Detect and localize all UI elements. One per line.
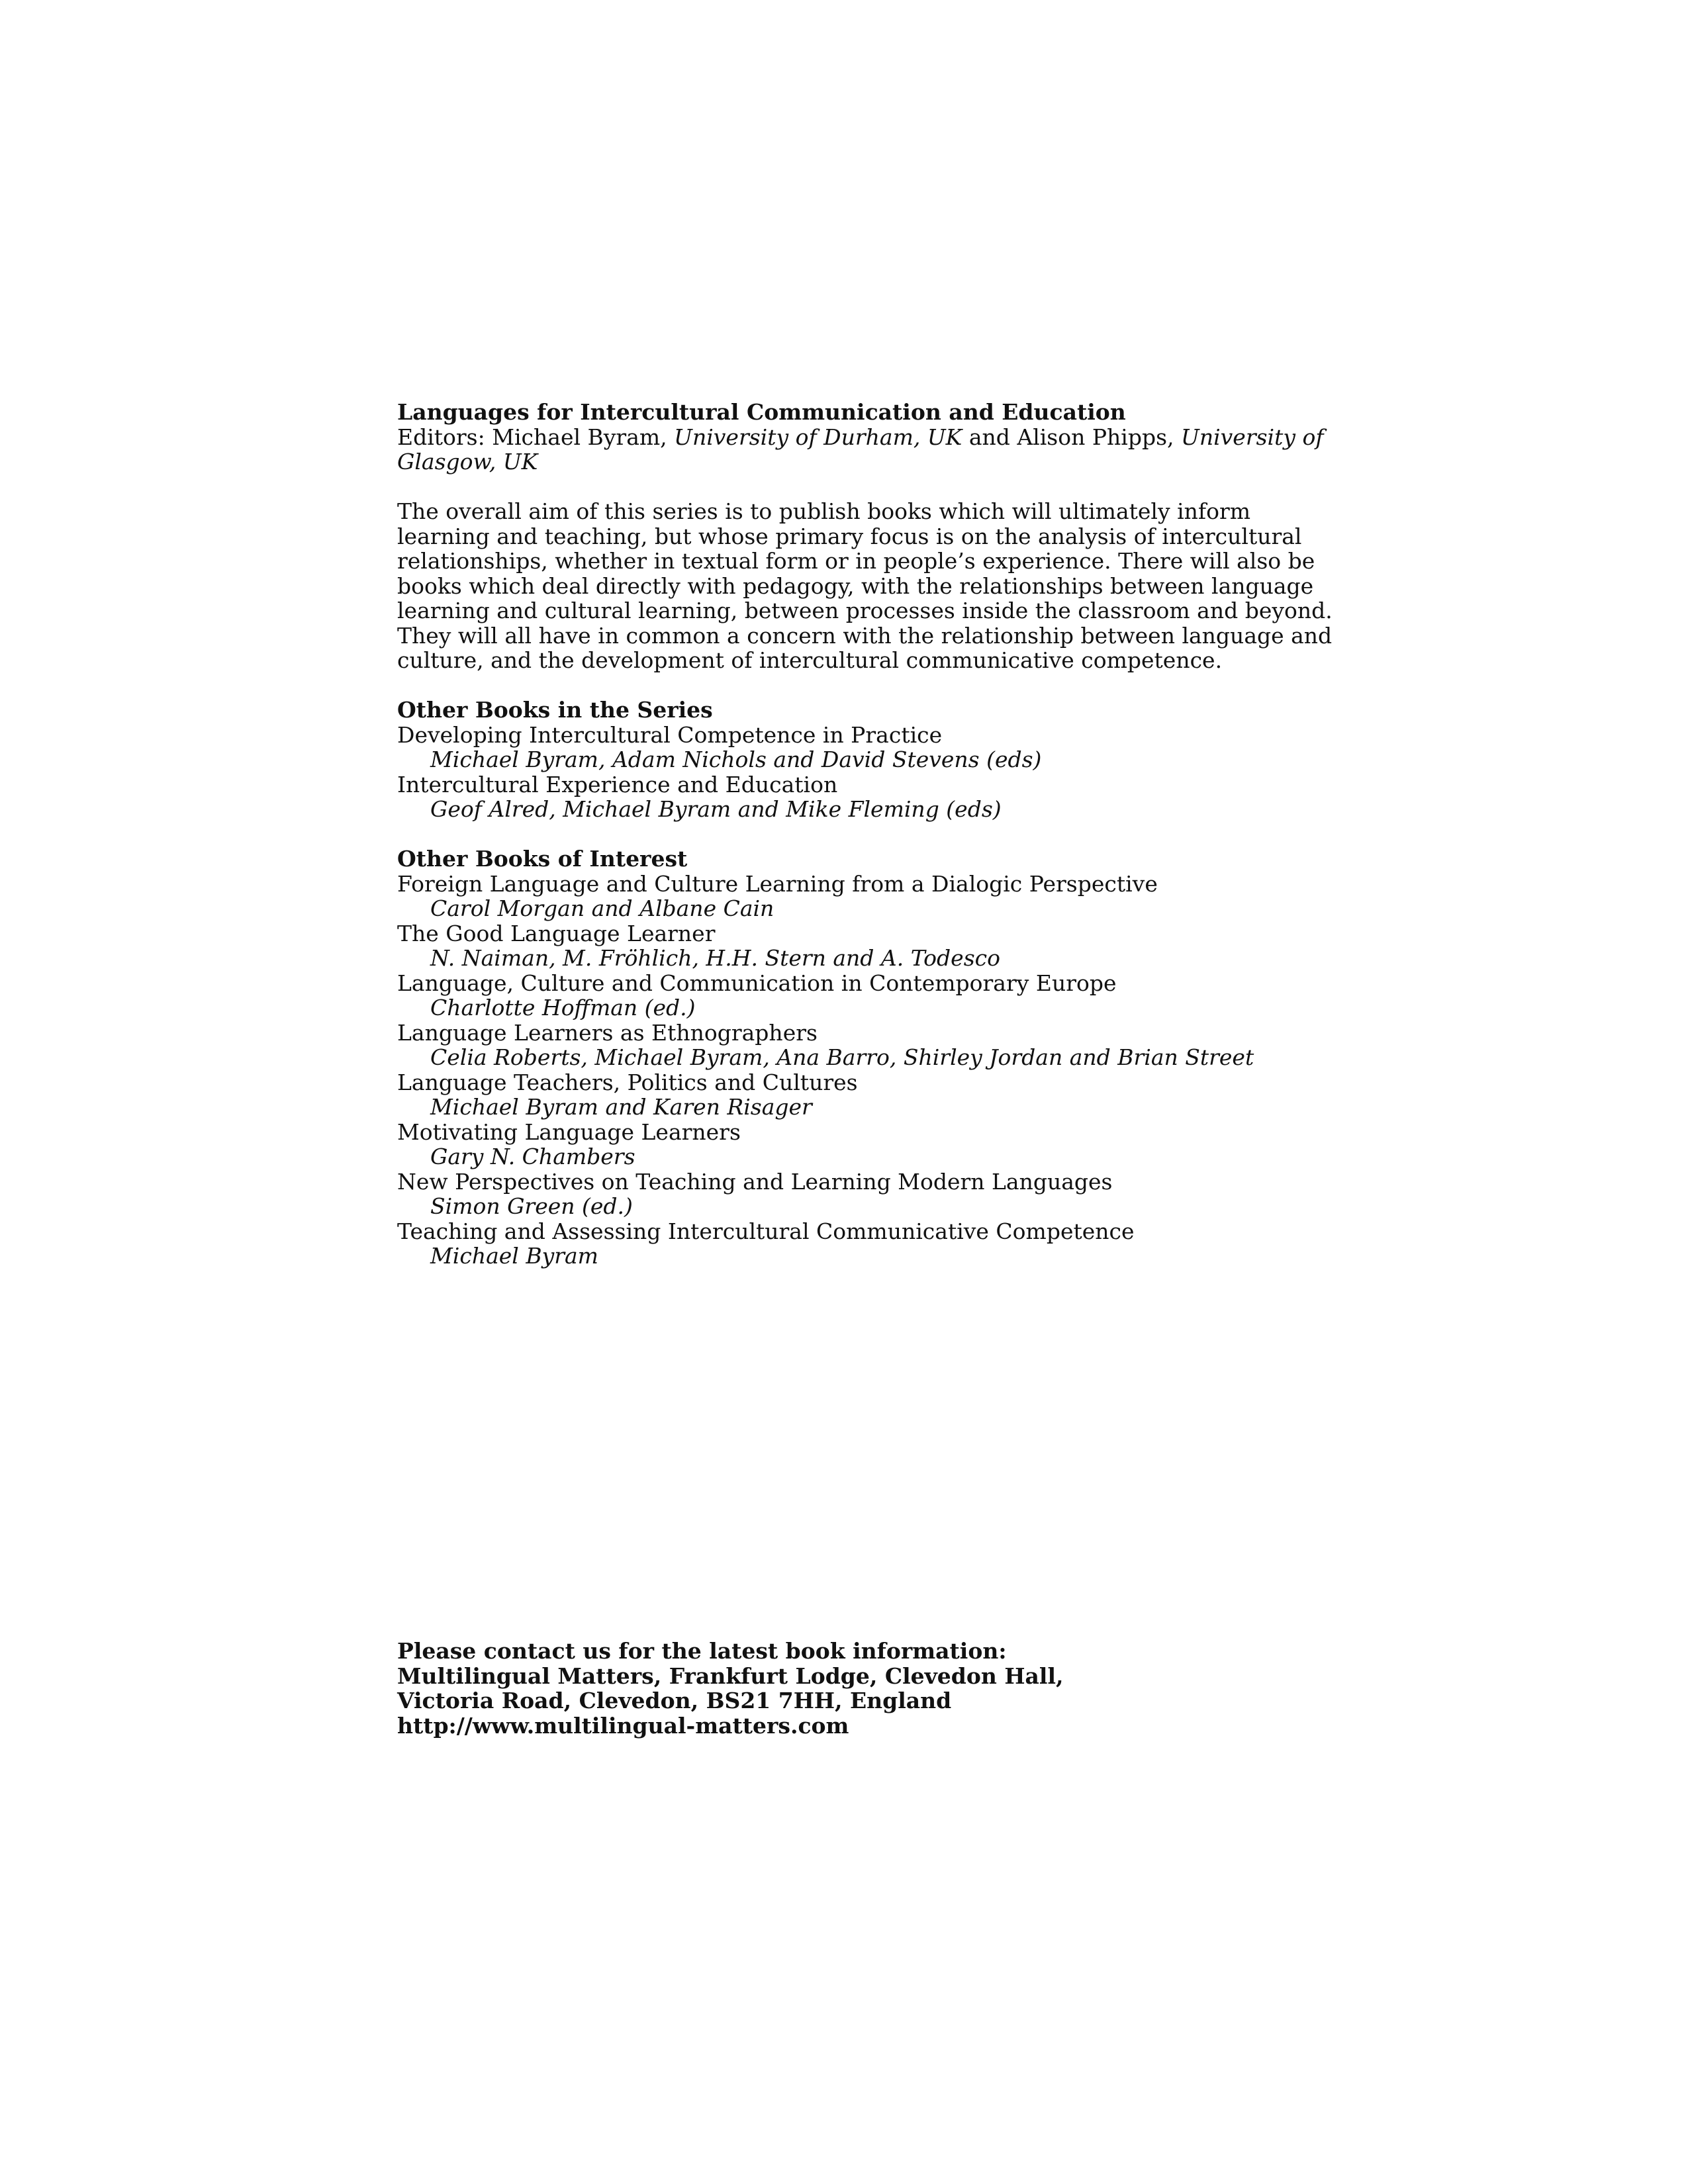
description-line: learning and teaching, but whose primary focus is on the analysis of intercultural xyxy=(397,523,1302,549)
book-title: Teaching and Assessing Intercultural Communicative Competence xyxy=(397,1218,1135,1244)
series-title: Languages for Intercultural Communication and Education xyxy=(397,399,1126,425)
interest-books-section xyxy=(397,846,1284,1269)
book-title: Language Teachers, Politics and Cultures xyxy=(397,1069,858,1095)
series-editors xyxy=(397,424,1324,450)
contact-line: Multilingual Matters, Frankfurt Lodge, Clevedon Hall, xyxy=(397,1662,1064,1689)
spacer xyxy=(397,673,1284,698)
book-authors: Geof Alred, Michael Byram and Mike Fleming (eds) xyxy=(430,796,1002,822)
editors-label: Editors: Michael Byram, xyxy=(397,424,675,450)
book-title: Intercultural Experience and Education xyxy=(397,771,838,797)
description-line: relationships, whether in textual form or in people’s experience. There will also be xyxy=(397,548,1315,574)
list-item xyxy=(397,971,1284,1021)
interest-books-list xyxy=(397,872,1284,1269)
list-item xyxy=(397,872,1284,921)
editors-and: and Alison Phipps, xyxy=(962,424,1182,450)
series-books-heading: Other Books in the Series xyxy=(397,697,713,723)
book-authors: Charlotte Hoffman (ed.) xyxy=(430,995,696,1021)
spacer xyxy=(397,822,1284,847)
interest-books-heading: Other Books of Interest xyxy=(397,846,688,872)
series-description xyxy=(397,498,1333,673)
list-item xyxy=(397,772,1284,822)
description-line: The overall aim of this series is to publish books which will ultimately inform xyxy=(397,498,1251,524)
book-title: Motivating Language Learners xyxy=(397,1118,741,1145)
book-title: Foreign Language and Culture Learning from a Dialogic Perspective xyxy=(397,870,1158,897)
main-content xyxy=(397,399,1333,1269)
description-line: learning and cultural learning, between processes inside the classroom and beyond. xyxy=(397,598,1333,623)
contact-line: Victoria Road, Clevedon, BS21 7HH, England xyxy=(397,1688,952,1713)
book-authors: Michael Byram, Adam Nichols and David Stevens (eds) xyxy=(430,747,1042,772)
book-authors: Celia Roberts, Michael Byram, Ana Barro, Shirley Jordan and Brian Street xyxy=(430,1044,1254,1070)
book-title: New Perspectives on Teaching and Learning Modern Languages xyxy=(397,1168,1113,1195)
book-title: Developing Intercultural Competence in Practice xyxy=(397,721,943,748)
list-item xyxy=(397,1021,1284,1070)
publisher-url: http://www.multilingual-matters.com xyxy=(397,1712,849,1739)
editor2-affiliation-line2: Glasgow, UK xyxy=(397,449,538,475)
book-authors: Gary N. Chambers xyxy=(430,1144,635,1169)
book-authors: Michael Byram xyxy=(430,1243,598,1269)
editor2-affiliation-line1: University of xyxy=(1181,424,1324,450)
list-item xyxy=(397,1120,1284,1169)
editor1-affiliation: University of Durham, UK xyxy=(674,424,962,450)
series-books-section xyxy=(397,698,1284,822)
list-item xyxy=(397,1219,1284,1269)
book-title: Language Learners as Ethnographers xyxy=(397,1019,818,1046)
book-title: Language, Culture and Communication in Contemporary Europe xyxy=(397,970,1117,996)
book-authors: Michael Byram and Karen Risager xyxy=(430,1094,812,1120)
list-item xyxy=(397,1169,1284,1219)
list-item xyxy=(397,1070,1284,1120)
list-item xyxy=(397,723,1284,772)
book-title: The Good Language Learner xyxy=(397,920,716,946)
description-line: culture, and the development of intercultural communicative competence. xyxy=(397,647,1223,673)
book-authors: Simon Green (ed.) xyxy=(430,1193,633,1219)
book-authors: N. Naiman, M. Fröhlich, H.H. Stern and A. Todesco xyxy=(430,945,1000,971)
contact-block xyxy=(397,1639,1284,1738)
spacer xyxy=(397,475,1284,500)
series-books-list xyxy=(397,723,1284,822)
contact-line: Please contact us for the latest book information: xyxy=(397,1638,1007,1664)
description-line: They will all have in common a concern with the relationship between language and xyxy=(397,622,1333,649)
book-authors: Carol Morgan and Albane Cain xyxy=(430,895,774,921)
description-line: books which deal directly with pedagogy, with the relationships between language xyxy=(397,572,1314,599)
list-item xyxy=(397,921,1284,971)
